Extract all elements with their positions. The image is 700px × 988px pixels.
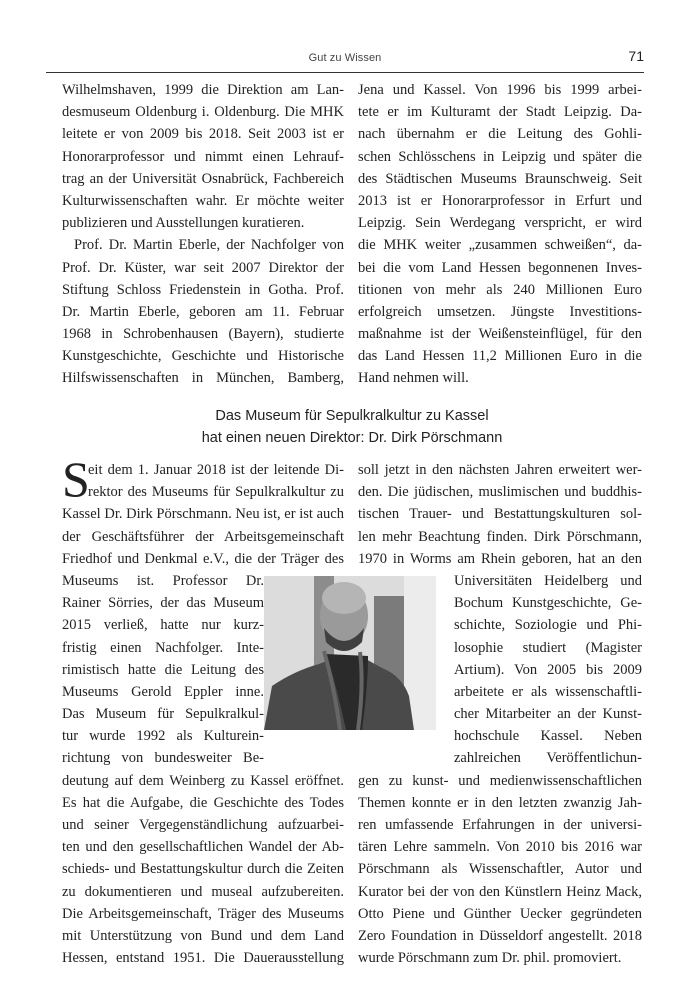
text-line: das Land Hessen 11,2 Millionen Euro in die: [358, 348, 642, 365]
top-right-column: [358, 79, 642, 390]
text-line: fristig einen Nachfolger. Inte-: [62, 639, 264, 656]
text-line: Artium). Von 2005 bis 2009: [454, 661, 642, 678]
text-line: gen zu kunst- und medienwissenschaftlichen: [358, 772, 642, 789]
text-line: arbeitete er als wissenschaftli-: [454, 683, 642, 700]
text-line: die MHK weiter „zusammen schweißen“, da-: [358, 237, 642, 254]
text-line: Kulturwissenschaften wahr. Er möchte weiter: [62, 192, 344, 209]
text-line: Hessen, entstand 1951. Die Dauerausstellung: [62, 950, 344, 967]
text-line: Hilfswissenschaften in München, Bamberg,: [62, 370, 344, 387]
text-line: wurde Pörschmann zum Dr. phil. promoviert.: [358, 950, 622, 967]
text-line: Bochum Kunstgeschichte, Ge-: [454, 595, 642, 612]
text-line: zahlreichen Veröffentlichun-: [454, 750, 642, 767]
text-line: 1968 in Schrobenhausen (Bayern), studierte: [62, 326, 344, 343]
text-line: Otto Piene und Günther Uecker gegründeten: [358, 905, 642, 922]
text-line: Kunstgeschichte, Geschichte und Historische: [62, 348, 344, 365]
portrait-illustration: [264, 576, 436, 730]
text-line: Museums ist. Professor Dr.: [62, 572, 264, 589]
text-line: Leipzig. Sein Werdegang verspricht, er wird: [358, 215, 642, 232]
article-headline: [62, 405, 642, 449]
text-line: Wilhelmshaven, 1999 die Direktion am Lan-: [62, 82, 344, 98]
text-line: und seiner Vergegenständlichung aufzuarbei-: [62, 817, 344, 833]
text-line: den. Die jüdischen, muslimischen und buddhis-: [358, 484, 642, 501]
text-line: len mehr Beachtung finden. Dirk Pörschmann,: [358, 528, 642, 545]
text-line: ren umfassende Erfahrungen in der universi-: [358, 817, 642, 833]
text-line: losophie studiert (Magister: [454, 639, 642, 656]
text-line: rimistisch hatte die Leitung des: [62, 661, 264, 678]
text-line: Dr. Martin Eberle, geboren am 11. Februar: [62, 303, 344, 320]
text-line: tur wurde 1992 als Kulturein-: [62, 728, 264, 745]
text-line: soll jetzt in den nächsten Jahren erweitert wer-: [358, 462, 642, 478]
text-line: Museums Gerold Eppler inne.: [62, 683, 264, 700]
text-line: Prof. Dr. Küster, war seit 2007 Direktor der: [62, 259, 344, 276]
text-line: Es hat die Aufgabe, die Geschichte des Todes: [62, 794, 344, 811]
text-line: Zero Foundation in Düsseldorf angestellt. 2018: [358, 927, 642, 944]
running-head: Gut zu Wissen: [308, 52, 382, 64]
text-line: 1970 in Worms am Rhein geboren, hat an den: [358, 550, 642, 567]
text-line: Themen konnte er in den letzten zwanzig Jah-: [358, 794, 642, 811]
text-line: publizieren und Ausstellungen kuratieren.: [62, 215, 305, 232]
text-line: Prof. Dr. Martin Eberle, der Nachfolger von: [74, 237, 344, 254]
text-line: leitete er von 2009 bis 2018. Seit 2003 ist er: [62, 126, 344, 143]
text-line: Friedhof und Denkmal e.V., die der Träger des: [62, 550, 344, 567]
page-number: 71: [628, 48, 644, 64]
text-line: bei die vom Land Hessen begonnenen Inves-: [358, 259, 642, 276]
text-line: schieds- und Bestattungskultur durch die Zeiten: [62, 861, 344, 878]
text-line: 2015 verließ, hatte nur kurz-: [62, 617, 264, 634]
headline-line-1: Das Museum für Sepulkralkultur zu Kassel: [215, 408, 489, 424]
text-line: schen Schlösschens in Leipzig und später die: [358, 148, 642, 165]
page-header: [46, 42, 644, 73]
text-line: schichte, Soziologie und Phi-: [454, 617, 642, 634]
text-line: der Geschäftsführer der Arbeitsgemeinschaft: [62, 528, 344, 545]
text-line: 2013 ist er Honorarprofessor in Erfurt und: [358, 192, 642, 209]
text-line: Stiftung Schloss Friedenstein in Gotha. Prof.: [62, 281, 344, 298]
text-line: erfolgreich umsetzen. Jüngste Investitions-: [358, 303, 642, 320]
text-line: Das Museum für Sepulkralkul-: [62, 706, 264, 723]
text-line: Honorarprofessor und nimmt einen Lehrauf-: [62, 148, 344, 165]
drop-cap: S: [62, 451, 90, 507]
text-line: desmuseum Oldenburg i. Oldenburg. Die MHK: [62, 104, 344, 121]
text-line: Hand nehmen will.: [358, 370, 469, 387]
text-line: cher Mitarbeiter an der Kunst-: [454, 706, 642, 723]
text-line: trag an der Universität Osnabrück, Fachbereich: [62, 170, 344, 187]
text-line: Die Arbeitsgemeinschaft, Träger des Museums: [62, 905, 344, 922]
text-line: maßnahme ist der Weißensteinflügel, für den: [358, 326, 642, 343]
text-line: tären Lehre sammeln. Von 2010 bis 2016 war: [358, 839, 642, 856]
text-line: tete er im Kulturamt der Stadt Leipzig. Da-: [358, 104, 642, 121]
portrait-photo: [264, 576, 436, 730]
headline-line-2: hat einen neuen Direktor: Dr. Dirk Pörschmann: [201, 430, 503, 446]
text-line: Pörschmann als Wissenschaftler, Autor und: [358, 861, 642, 878]
text-line: des Städtischen Museums Braunschweig. Seit: [358, 170, 642, 187]
text-line: deutung auf dem Weinberg zu Kassel eröffnet.: [62, 772, 344, 789]
text-line: Rainer Sörries, der das Museum: [62, 595, 264, 612]
text-line: nach übernahm er die Leitung des Gohli-: [358, 126, 642, 143]
text-line: eit dem 1. Januar 2018 ist der leitende Di-: [88, 462, 344, 478]
text-line: ten und den gesellschaftlichen Wandel der Ab-: [62, 839, 344, 856]
text-line: hochschule Kassel. Neben: [454, 728, 642, 745]
text-line: tischen Trauer- und Bestattungskulturen sol-: [358, 506, 642, 523]
text-line: Kurator bei der von den Künstlern Heinz Mack,: [358, 883, 642, 900]
text-line: Jena und Kassel. Von 1996 bis 1999 arbei-: [358, 82, 642, 98]
text-line: Kassel Dr. Dirk Pörschmann. Neu ist, er ist auch: [62, 506, 344, 523]
text-line: mit Unterstützung von Bund und dem Land: [62, 927, 344, 944]
text-line: titionen von mehr als 240 Millionen Euro: [358, 281, 642, 298]
text-line: richtung von bundesweiter Be-: [62, 750, 264, 767]
text-line: zu dokumentieren und museal aufzubereiten.: [62, 883, 344, 900]
text-line: rektor des Museums für Sepulkralkultur zu: [88, 484, 344, 501]
top-left-column: [62, 79, 344, 390]
text-line: Universitäten Heidelberg und: [454, 572, 642, 589]
